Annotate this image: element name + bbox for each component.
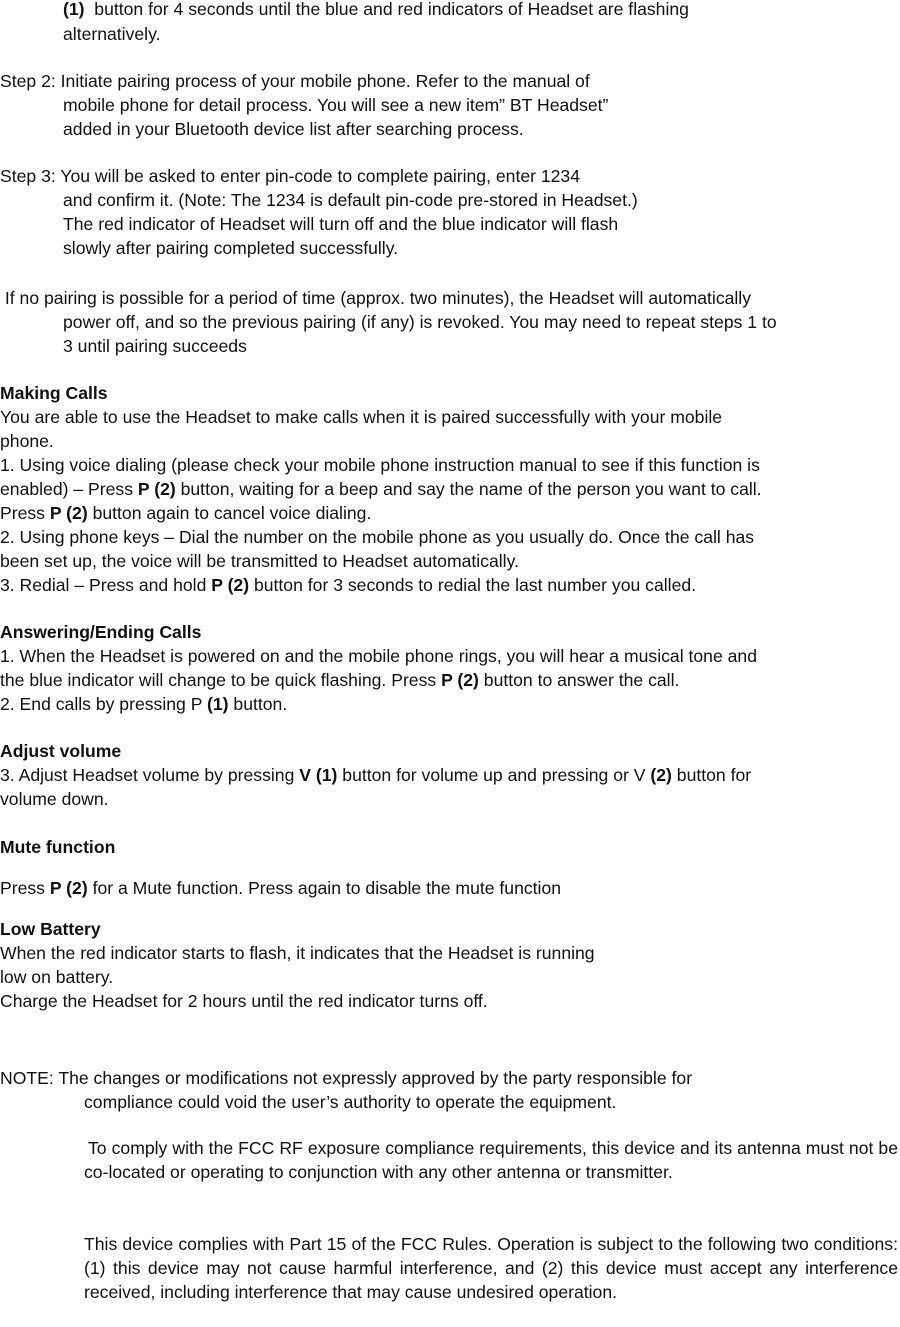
nopairing-line-2: power off, and so the previous pairing (if any) is revoked. You may need to repeat steps 1 to — [63, 312, 777, 332]
step3-line-2: and confirm it. (Note: The 1234 is default pin-code pre-stored in Headset.) — [63, 190, 638, 210]
note-fcc-rf-paragraph: To comply with the FCC RF exposure compliance requirements, this device and its antenna must not be co-located or operating to conjunction with any other antenna or transmitter. — [84, 1138, 898, 1182]
answering-line-3: 2. End calls by pressing P (1) button. — [0, 694, 288, 714]
making-calls-line-3: 1. Using voice dialing (please check your mobile phone instruction manual to see if this function is — [0, 455, 760, 475]
making-calls-line-7: been set up, the voice will be transmitted to Headset automatically. — [0, 551, 519, 571]
step3-line-3: The red indicator of Headset will turn off and the blue indicator will flash — [63, 214, 619, 234]
top-line-1: (1) button for 4 seconds until the blue and red indicators of Headset are flashing — [63, 0, 689, 19]
answering-heading: Answering/Ending Calls — [0, 622, 202, 642]
making-calls-line-8: 3. Redial – Press and hold P (2) button for 3 seconds to redial the last number you called. — [0, 575, 697, 595]
battery-line-3: Charge the Headset for 2 hours until the red indicator turns off. — [0, 991, 488, 1011]
mute-heading: Mute function — [0, 837, 116, 857]
battery-heading: Low Battery — [0, 919, 101, 939]
note-line-1: NOTE: The changes or modifications not expressly approved by the party responsible for — [0, 1068, 693, 1088]
volume-line-1: 3. Adjust Headset volume by pressing V (1) button for volume up and pressing or V (2) button for — [0, 765, 752, 785]
volume-heading: Adjust volume — [0, 741, 122, 761]
answering-line-2: the blue indicator will change to be quick flashing. Press P (2) button to answer the call. — [0, 670, 680, 690]
making-calls-line-6: 2. Using phone keys – Dial the number on the mobile phone as you usually do. Once the call has — [0, 527, 755, 547]
step2-line-1: Step 2: Initiate pairing process of your mobile phone. Refer to the manual of — [0, 71, 590, 91]
making-calls-heading: Making Calls — [0, 383, 108, 403]
battery-line-2: low on battery. — [0, 967, 114, 987]
note-line-2: compliance could void the user’s authority to operate the equipment. — [84, 1092, 617, 1112]
making-calls-line-1: You are able to use the Headset to make calls when it is paired successfully with your mobile — [0, 407, 723, 427]
step3-line-4: slowly after pairing completed successfully. — [63, 238, 399, 258]
mute-line-1: Press P (2) for a Mute function. Press again to disable the mute function — [0, 878, 562, 898]
nopairing-line-3: 3 until pairing succeeds — [63, 336, 247, 356]
top-line-2: alternatively. — [63, 24, 161, 44]
making-calls-line-2: phone. — [0, 431, 54, 451]
volume-line-2: volume down. — [0, 789, 109, 809]
answering-line-1: 1. When the Headset is powered on and the mobile phone rings, you will hear a musical tone and — [0, 646, 757, 666]
step3-line-1: Step 3: You will be asked to enter pin-code to complete pairing, enter 1234 — [0, 166, 581, 186]
step2-line-2: mobile phone for detail process. You will see a new item” BT Headset” — [63, 95, 609, 115]
battery-line-1: When the red indicator starts to flash, it indicates that the Headset is running — [0, 943, 595, 963]
making-calls-line-5: Press P (2) button again to cancel voice dialing. — [0, 503, 372, 523]
step2-line-3: added in your Bluetooth device list after searching process. — [63, 119, 524, 139]
nopairing-line-1: If no pairing is possible for a period of time (approx. two minutes), the Headset will automatically — [0, 288, 752, 308]
making-calls-line-4: enabled) – Press P (2) button, waiting for a beep and say the name of the person you want to call. — [0, 479, 762, 499]
note-fcc-part15-paragraph: This device complies with Part 15 of the FCC Rules. Operation is subject to the following two conditions: (1) this device may not cause harmful interference, and (2) this device must accept any interference received, including interference that may cause undesired operation. — [84, 1234, 898, 1302]
